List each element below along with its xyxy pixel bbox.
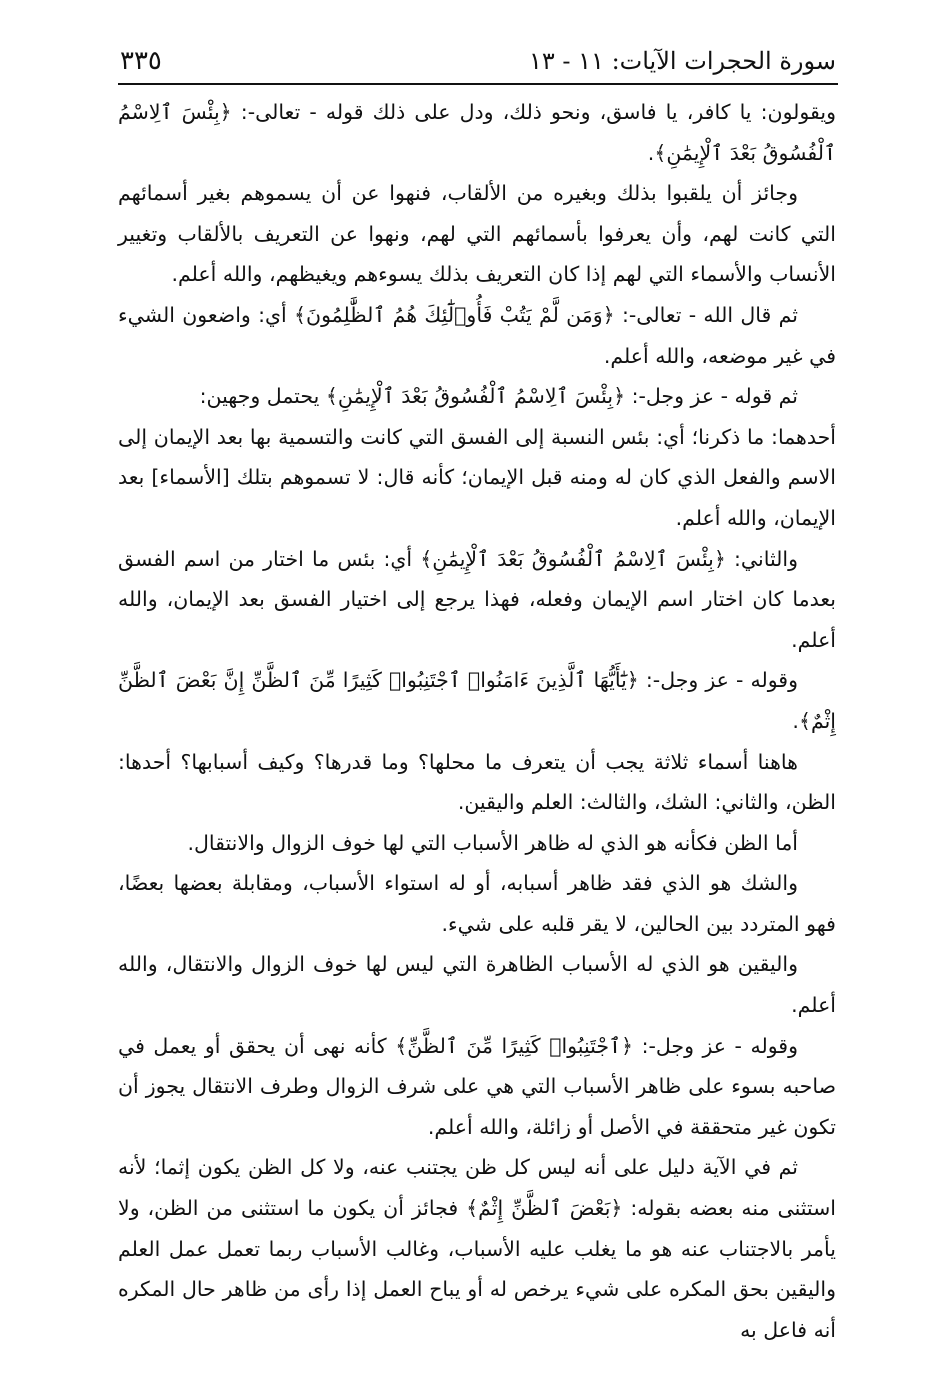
- page-number: ٣٣٥: [120, 46, 162, 76]
- surah-title: سورة الحجرات الآيات: ١١ - ١٣: [529, 47, 836, 75]
- header-rule: [118, 83, 838, 85]
- paragraph: أما الظن فكأنه هو الذي له ظاهر الأسباب التي لها خوف الزوال والانتقال.: [187, 830, 798, 855]
- paragraph: ثم قال الله - تعالى-: ﴿وَمَن لَّمْ يَتُبْ فَأُو۟لَٰٓئِكَ هُمُ ٱلظَّٰلِمُونَ﴾ أي: واضعون الشيء في غير موضعه، والله أعلم.: [118, 302, 836, 368]
- paragraph: هاهنا أسماء ثلاثة يجب أن يتعرف ما محلها؟ وما قدرها؟ وكيف أسبابها؟ أحدها: الظن، والثاني: الشك، والثالث: العلم واليقين.: [118, 749, 836, 815]
- paragraph: وقوله - عز وجل-: ﴿يَٰٓأَيُّهَا ٱلَّذِينَ ءَامَنُوا۟ ٱجْتَنِبُوا۟ كَثِيرًا مِّنَ ٱلظَّنِّ إِنَّ بَعْضَ ٱلظَّنِّ إِثْمٌ﴾.: [118, 668, 836, 733]
- paragraph: والشك هو الذي فقد ظاهر أسبابه، أو له استواء الأسباب، ومقابلة بعضها بعضًا، فهو المتردد بين الحالين، لا يقر قلبه على شيء.: [118, 871, 836, 936]
- paragraph: ثم قوله - عز وجل-: ﴿بِئْسَ ٱلِاسْمُ ٱلْفُسُوقُ بَعْدَ ٱلْإِيمَٰنِ﴾ يحتمل وجهين:: [199, 384, 798, 409]
- paragraph: وجائز أن يلقبوا بذلك وبغيره من الألقاب، فنهوا عن أن يسموهم بغير أسمائهم التي كانت لهم، وأن يعرفوا بأسمائهم التي لهم، ونهوا عن التعريف بالألقاب وتغيير الأنساب والأسماء التي لهم إذا كان التعريف بذلك يسوءهم ويغيظهم، والله أعلم.: [118, 181, 836, 287]
- paragraph: أحدهما: ما ذكرنا؛ أي: بئس النسبة إلى الفسق التي كانت والتسمية بها بعد الإيمان إلى الاسم والفعل الذي كان له ومنه قبل الإيمان؛ كأنه قال: لا تسموهم بتلك [الأسماء] بعد الإيمان، والله أعلم.: [118, 424, 836, 530]
- paragraph: واليقين هو الذي له الأسباب الظاهرة التي ليس لها خوف الزوال والانتقال، والله أعلم.: [118, 952, 836, 1018]
- paragraph: ثم في الآية دليل على أنه ليس كل ظن يجتنب عنه، ولا كل الظن يكون إثما؛ لأنه استثنى منه بعضه بقوله: ﴿بَعْضَ ٱلظَّنِّ إِثْمٌ﴾ فجائز أن يكون ما استثنى من الظن، ولا يأمر بالاجتناب عنه هو ما يغلب عليه الأسباب، وغالب الأسباب ربما تعمل عمل العلم واليقين بحق المكره على شيء يرخص له أو يباح العمل إذا رأى من ظاهر حال المكره أنه فاعل به: [118, 1155, 836, 1342]
- paragraph: وقوله - عز وجل-: ﴿ٱجْتَنِبُوا۟ كَثِيرًا مِّنَ ٱلظَّنِّ﴾ كأنه نهى أن يحقق أو يعمل في صاحبه بسوء على ظاهر الأسباب التي هي على شرف الزوال وطرف الانتقال يجوز أن تكون غير متحققة في الأصل أو زائلة، والله أعلم.: [118, 1033, 836, 1139]
- page-body: [118, 92, 836, 1350]
- paragraph: ويقولون: يا كافر، يا فاسق، ونحو ذلك، ودل على ذلك قوله - تعالى-: ﴿بِئْسَ ٱلِاسْمُ ٱلْفُسُوقُ بَعْدَ ٱلْإِيمَٰنِ﴾.: [118, 100, 836, 165]
- running-header: [120, 36, 836, 76]
- paragraph: والثاني: ﴿بِئْسَ ٱلِاسْمُ ٱلْفُسُوقُ بَعْدَ ٱلْإِيمَٰنِ﴾ أي: بئس ما اختار من اسم الفسق بعدما كان اختار اسم الإيمان وفعله، فهذا يرجع إلى اختيار الفسق بعد الإيمان، والله أعلم.: [118, 546, 836, 652]
